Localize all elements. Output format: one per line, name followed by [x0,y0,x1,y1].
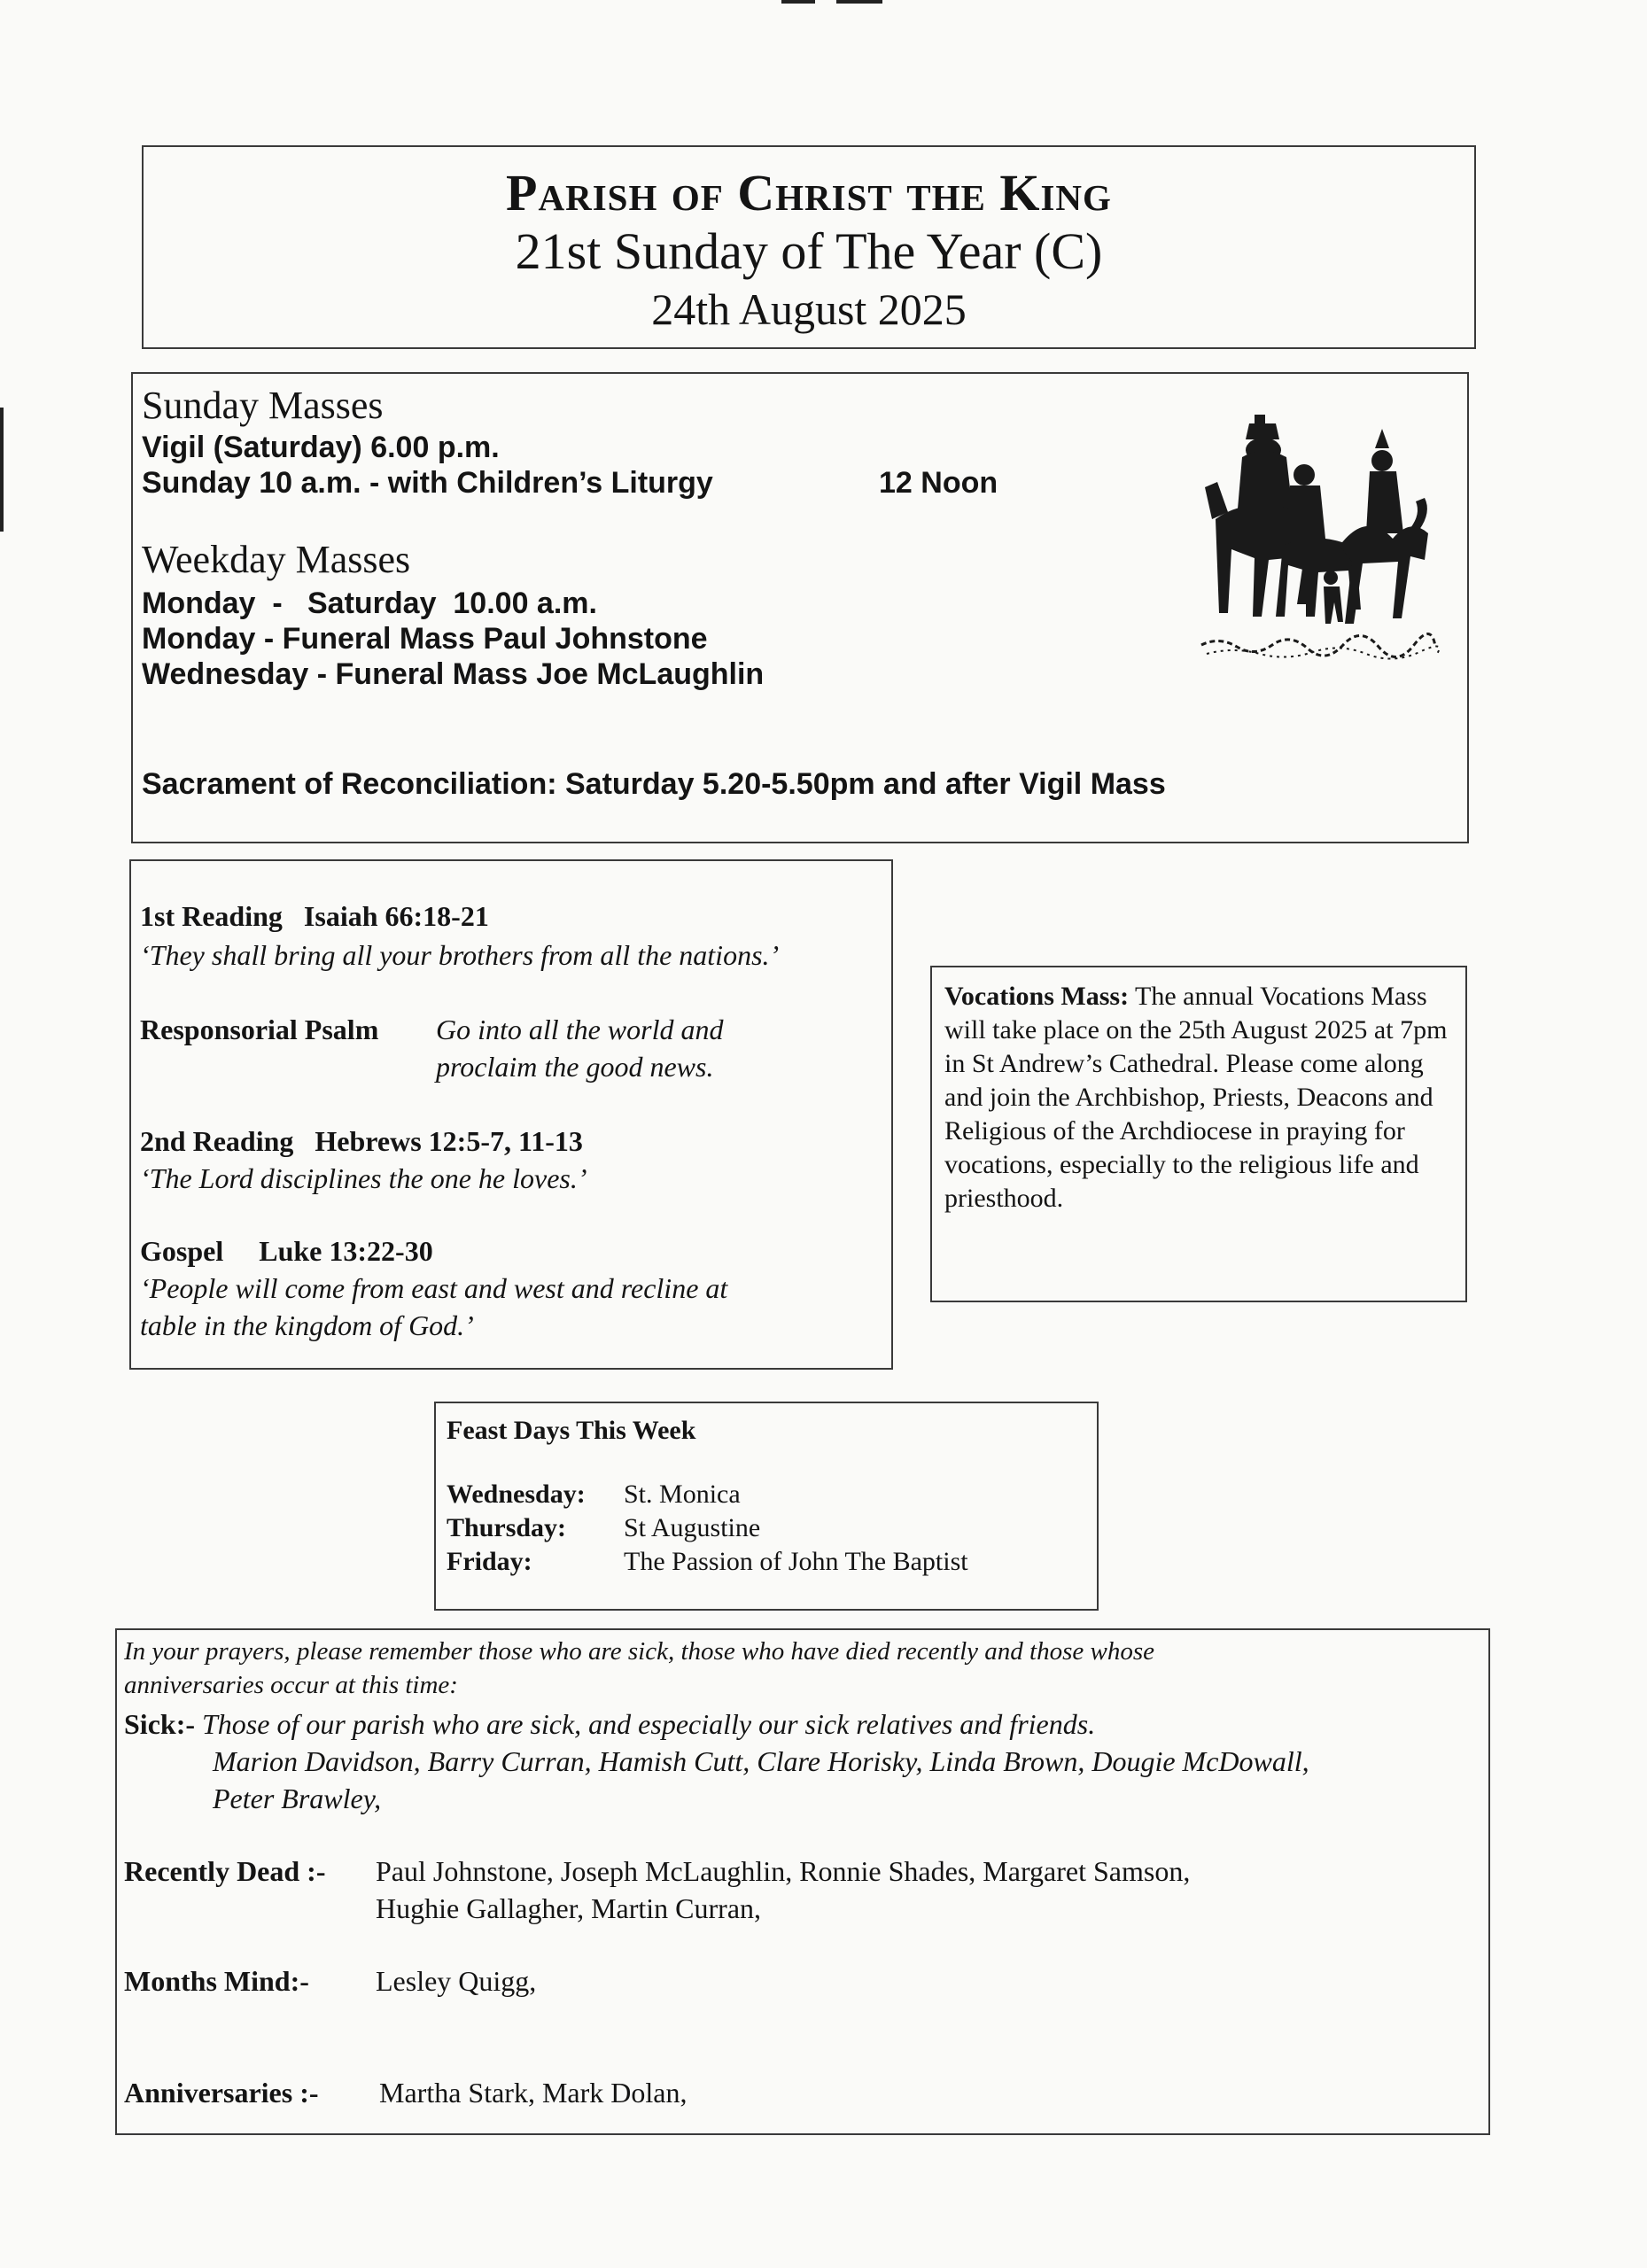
sick-names-line2: Peter Brawley, [213,1783,382,1814]
months-mind-label: Months Mind:- [124,1965,309,1997]
first-reading-quote: ‘They shall bring all your brothers from all the nations.’ [140,939,780,971]
sick-intro: Those of our parish who are sick, and especially our sick relatives and friends. [195,1708,1096,1740]
vocations-notice [932,967,1465,1216]
sunday-subtitle: 21st Sunday of The Year (C) [515,222,1103,280]
scan-mark [0,408,4,532]
recently-dead-names-line2: Hughie Gallagher, Martin Curran, [376,1892,762,1924]
vigil-mass-time: Vigil (Saturday) 6.00 p.m. [142,431,500,464]
weekday-masses-heading: Weekday Masses [142,538,411,581]
sick-names-line1: Marion Davidson, Barry Curran, Hamish Cutt, Clare Horisky, Linda Brown, Dougie McDowall, [213,1745,1309,1777]
feast-name: St. Monica [624,1480,741,1509]
months-mind-names: Lesley Quigg, [376,1965,537,1997]
gospel-quote-line2: table in the kingdom of God.’ [140,1309,474,1341]
prayers-intro-line2: anniversaries occur at this time: [124,1671,458,1699]
psalm-response-line1: Go into all the world and [436,1014,724,1045]
reconciliation-times: Sacrament of Reconciliation: Saturday 5.20-5.50pm and after Vigil Mass [142,767,1166,801]
feast-day: Friday: [447,1547,532,1576]
title-box [142,145,1476,349]
first-reading-label: 1st Reading Isaiah 66:18-21 [140,900,489,932]
sunday-mass-time: Sunday 10 a.m. - with Children’s Liturgy [142,466,713,500]
feast-day: Thursday: [447,1513,567,1542]
prayers-intro-line1: In your prayers, please remember those who are sick, those who have died recently and those whose [124,1637,1154,1666]
feast-days-heading: Feast Days This Week [447,1416,696,1445]
psalm-response-line2: proclaim the good news. [436,1051,714,1083]
second-reading-label: 2nd Reading Hebrews 12:5-7, 11-13 [140,1125,583,1157]
weekday-mass-time: Monday - Saturday 10.00 a.m. [142,586,597,620]
vocations-heading: Vocations Mass: [944,982,1130,1011]
sunday-masses-heading: Sunday Masses [142,384,384,427]
sick-label: Sick:- [124,1708,195,1740]
recently-dead-names-line1: Paul Johnstone, Joseph McLaughlin, Ronnie Shades, Margaret Samson, [376,1855,1191,1887]
scan-mark [781,0,815,4]
vocations-text: The annual Vocations Mass will take place on the 25th August 2025 at 7pm in St Andrew’s Cathedral. Please come along and join the Archbishop, Priests, Deacons and Religious of the Archdiocese in praying for vocations, especially to the religious life and priesthood. [944,982,1448,1213]
vocations-box [930,966,1467,1302]
gospel-quote-line1: ‘People will come from east and west and recline at [140,1272,728,1304]
recently-dead-label: Recently Dead :- [124,1855,326,1887]
noon-mass-time: 12 Noon [879,466,998,500]
three-kings-icon [1198,413,1442,670]
feast-name: St Augustine [624,1513,761,1542]
second-reading-quote: ‘The Lord disciplines the one he loves.’ [140,1162,587,1194]
bulletin-date: 24th August 2025 [651,284,967,334]
anniversaries-names: Martha Stark, Mark Dolan, [379,2077,688,2109]
scan-mark [836,0,882,4]
prayers-box [115,1628,1490,2135]
psalm-label: Responsorial Psalm [140,1014,379,1045]
anniversaries-label: Anniversaries :- [124,2077,319,2109]
feast-day: Wednesday: [447,1480,586,1509]
feast-days-box [434,1402,1099,1611]
wednesday-funeral-mass: Wednesday - Funeral Mass Joe McLaughlin [142,657,765,691]
readings-box [129,859,893,1370]
monday-funeral-mass: Monday - Funeral Mass Paul Johnstone [142,622,708,656]
gospel-label: Gospel Luke 13:22-30 [140,1235,433,1267]
sick-heading-line [124,1708,1095,1741]
feast-name: The Passion of John The Baptist [624,1547,968,1576]
parish-title: Parish of Christ the King [506,164,1112,221]
